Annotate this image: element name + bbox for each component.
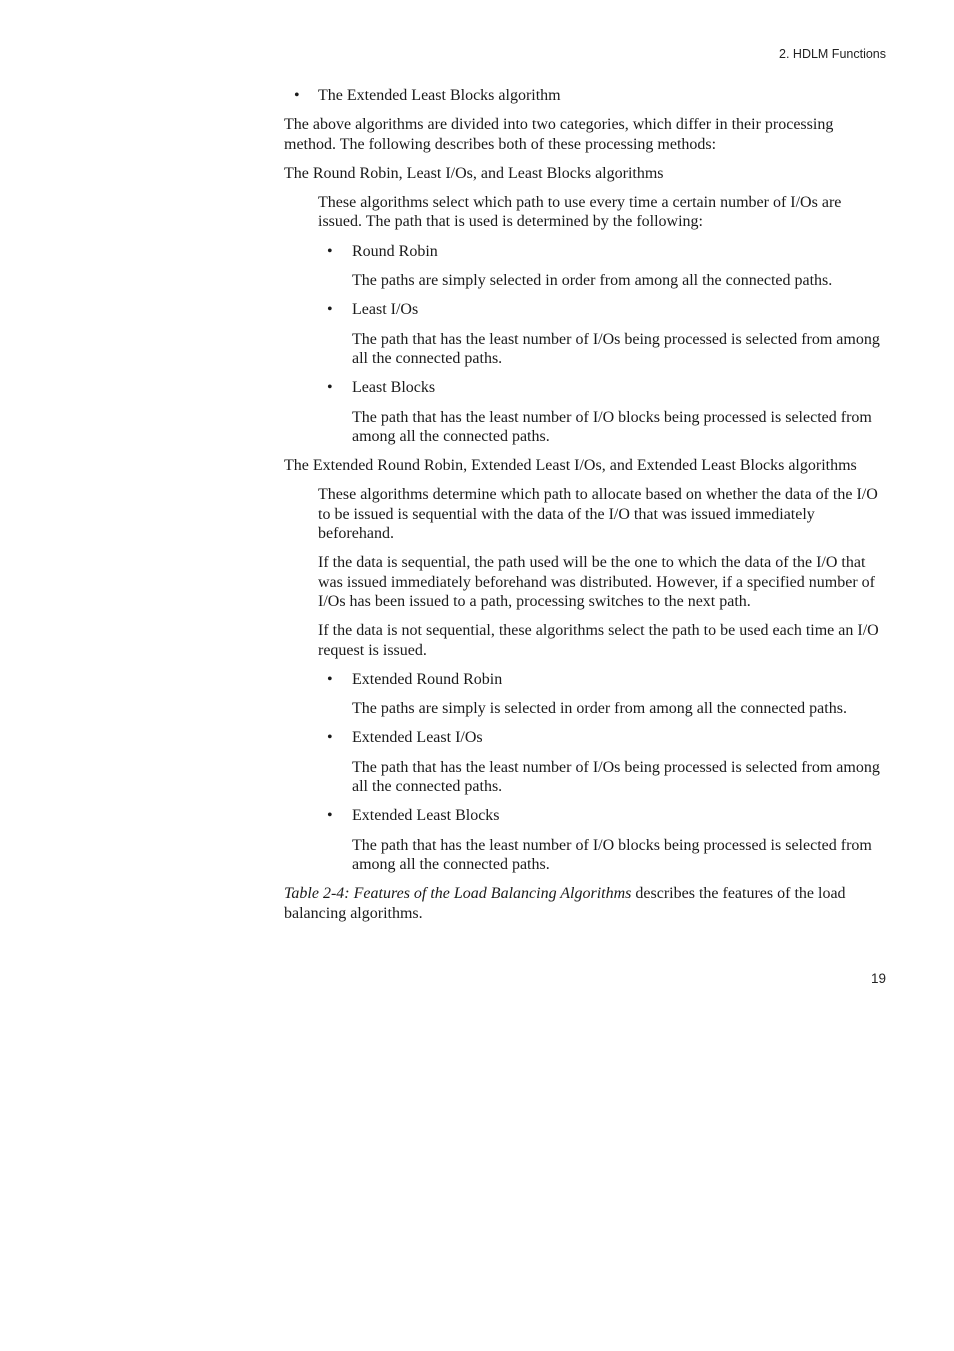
list-item-name: Least Blocks (352, 379, 436, 397)
list-item-round-robin (318, 242, 888, 261)
section1-description: These algorithms select which path to use every time a certain number of I/Os are issued. The path that is used is determined by the following: (318, 194, 842, 231)
section2-body (318, 485, 888, 874)
page-number: 19 (870, 971, 886, 986)
list-item-description: The paths are simply is selected in order from among all the connected paths. (352, 700, 847, 718)
closing-paragraph (284, 884, 888, 923)
list-item-name: Extended Round Robin (352, 670, 503, 688)
list-item-extended-round-robin (318, 670, 888, 689)
list-item-extended-least-ios (318, 728, 888, 747)
bullet-glyph: • (327, 670, 333, 688)
running-header: 2. HDLM Functions (779, 47, 886, 61)
list-item-name: Extended Least Blocks (352, 807, 500, 825)
section2-paragraph: These algorithms determine which path to allocate based on whether the data of the I/O to be issued is sequential with the data of the I/O that was issued immediately beforehand. (318, 486, 878, 543)
bullet-glyph: • (327, 379, 333, 397)
body-text (284, 86, 888, 933)
bullet-text: The Extended Least Blocks algorithm (318, 87, 561, 104)
list-item-name: Least I/Os (352, 301, 419, 319)
section2-paragraph: If the data is sequential, the path used will be the one to which the data of the I/O that was issued immediately beforehand was distributed. However, if a specified number of I/Os has been issued to a path, processing switches to the next path. (318, 554, 875, 610)
list-item-least-blocks (318, 378, 888, 397)
categories-paragraph: The above algorithms are divided into two categories, which differ in their processing method. The following describes both of these processing methods: (284, 116, 834, 153)
intro-bullet-item (284, 86, 888, 105)
section1-heading: The Round Robin, Least I/Os, and Least Blocks algorithms (284, 164, 664, 182)
section2-heading: The Extended Round Robin, Extended Least I/Os, and Extended Least Blocks algorithms (284, 457, 857, 475)
list-item-description: The paths are simply selected in order from among all the connected paths. (352, 272, 833, 290)
closing-text: describes the features of the load balancing algorithms. (284, 885, 846, 922)
section1-body (318, 193, 888, 446)
bullet-glyph: • (327, 242, 333, 260)
bullet-glyph: • (294, 87, 300, 104)
list-item-name: Round Robin (352, 242, 438, 260)
list-item-least-ios (318, 300, 888, 319)
table-reference: Table 2-4: Features of the Load Balancing Algorithms (284, 885, 632, 903)
list-item-extended-least-blocks (318, 806, 888, 825)
bullet-glyph: • (327, 301, 333, 319)
list-item-description: The path that has the least number of I/O blocks being processed is selected from among all the connected paths. (352, 836, 872, 873)
list-item-description: The path that has the least number of I/Os being processed is selected from among all the connected paths. (352, 758, 880, 796)
list-item-description: The path that has the least number of I/Os being processed is selected from among all the connected paths. (352, 330, 880, 367)
bullet-glyph: • (327, 729, 333, 747)
list-item-name: Extended Least I/Os (352, 729, 483, 747)
bullet-glyph: • (327, 807, 333, 825)
list-item-description: The path that has the least number of I/O blocks being processed is selected from among all the connected paths. (352, 408, 872, 445)
section2-paragraph: If the data is not sequential, these algorithms select the path to be used each time an I/O request is issued. (318, 622, 879, 659)
